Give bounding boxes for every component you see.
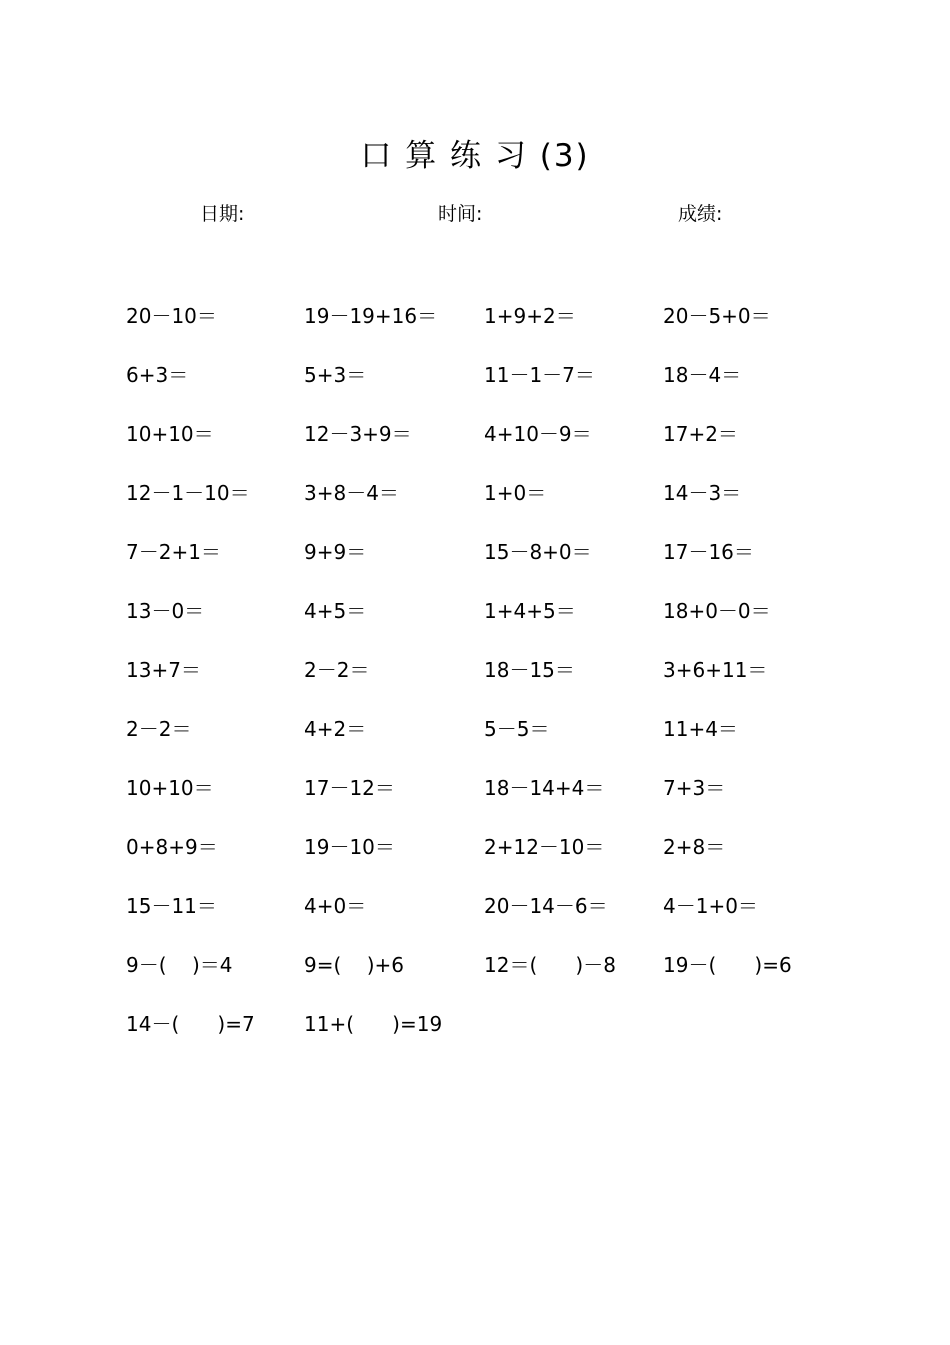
problem-item: 12－3+9＝ [304,422,412,446]
problem-item: 11－1－7＝ [484,363,595,387]
problem-row [126,597,846,656]
problem-item: 1+0＝ [484,481,547,505]
problem-item: 11+4＝ [663,717,738,741]
problem-item: 15－11＝ [126,894,217,918]
problem-grid [126,302,846,1069]
problem-item: 9+9＝ [304,540,367,564]
date-label: 日期: [200,203,245,225]
problem-item: 17+2＝ [663,422,738,446]
problem-row [126,892,846,951]
problem-item: 7+3＝ [663,776,726,800]
problem-row [126,951,846,1010]
problem-item: 20－10＝ [126,304,217,328]
problem-item: 3+6+11＝ [663,658,768,682]
problem-item: 5－5＝ [484,717,550,741]
problem-item: 1+9+2＝ [484,304,576,328]
problem-item: 6+3＝ [126,363,189,387]
problem-row [126,656,846,715]
problem-row [126,302,846,361]
problem-row [126,420,846,479]
problem-item: 3+8－4＝ [304,481,399,505]
problem-item: 5+3＝ [304,363,367,387]
problem-item: 18－15＝ [484,658,575,682]
problem-item: 20－5+0＝ [663,304,771,328]
problem-item: 2+8＝ [663,835,726,859]
problem-item: 4+10－9＝ [484,422,592,446]
problem-row [126,774,846,833]
problem-item: 19－( )=6 [663,953,792,977]
problem-item: 13+7＝ [126,658,201,682]
problem-row [126,833,846,892]
problem-item: 18－14+4＝ [484,776,605,800]
problem-item: 4+2＝ [304,717,367,741]
problem-item: 14－( )=7 [126,1012,255,1036]
problem-row [126,479,846,538]
problem-item: 4+0＝ [304,894,367,918]
problem-item: 10+10＝ [126,776,214,800]
problem-item: 4+5＝ [304,599,367,623]
score-label: 成绩: [678,203,723,225]
problem-item: 15－8+0＝ [484,540,592,564]
problem-row [126,538,846,597]
time-label: 时间: [438,203,483,225]
problem-item: 20－14－6＝ [484,894,608,918]
problem-item: 4－1+0＝ [663,894,758,918]
problem-item: 14－3＝ [663,481,742,505]
problem-item: 13－0＝ [126,599,205,623]
problem-item: 12＝( )－8 [484,953,616,977]
problem-item: 9－( )＝4 [126,953,233,977]
problem-item: 1+4+5＝ [484,599,576,623]
problem-item: 0+8+9＝ [126,835,218,859]
problem-item: 2+12－10＝ [484,835,605,859]
problem-row [126,361,846,420]
problem-item: 2－2＝ [126,717,192,741]
problem-item: 18－4＝ [663,363,742,387]
problem-item: 19－10＝ [304,835,395,859]
problem-item: 17－16＝ [663,540,754,564]
problem-item: 17－12＝ [304,776,395,800]
problem-item: 19－19+16＝ [304,304,438,328]
problem-item: 10+10＝ [126,422,214,446]
problem-row [126,1010,846,1069]
problem-item: 11+( )=19 [304,1012,443,1036]
problem-item: 7－2+1＝ [126,540,221,564]
problem-item: 18+0－0＝ [663,599,771,623]
problem-row [126,715,846,774]
problem-item: 9=( )+6 [304,953,404,977]
worksheet-title: 口 算 练 习 (3) [360,138,590,174]
problem-item: 2－2＝ [304,658,370,682]
problem-item: 12－1－10＝ [126,481,250,505]
